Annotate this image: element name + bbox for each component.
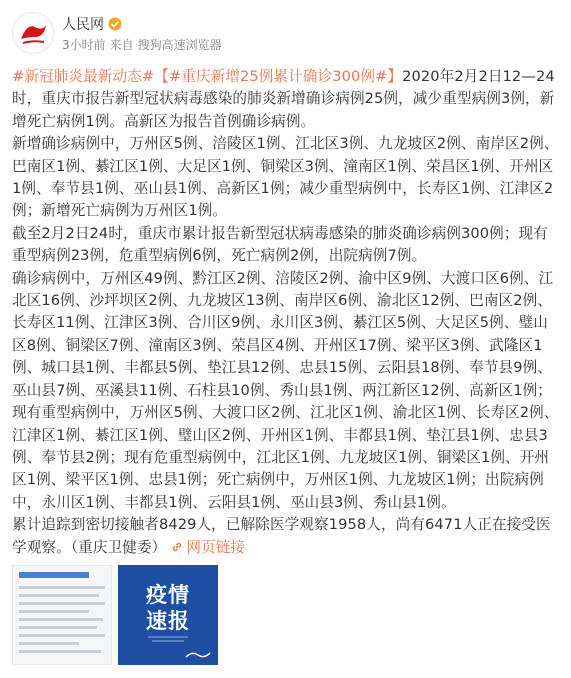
- doc-line: [19, 634, 105, 637]
- source-prefix: 来自: [109, 38, 134, 52]
- topic-tag-1[interactable]: #新冠肺炎最新动态#: [12, 68, 155, 85]
- post-header: [12, 10, 552, 58]
- web-link[interactable]: 网页链接: [186, 538, 246, 556]
- paragraph-3: 截至2月2日24时，重庆市累计报告新型冠状病毒感染的肺炎确诊病例300例；现有重型病例23例，危重型病例6例，死亡病例2例，出院病例7例。: [12, 224, 548, 265]
- link-icon[interactable]: [170, 540, 184, 554]
- doc-line: [19, 594, 99, 597]
- doc-line: [19, 602, 105, 605]
- image-thumbnail-1[interactable]: [12, 565, 112, 665]
- post-text: [12, 66, 560, 559]
- post-time[interactable]: 3小时前: [62, 38, 106, 52]
- doc-line: [19, 618, 103, 621]
- paragraph-2: 新增确诊病例中，万州区5例、涪陵区1例、江北区3例、九龙坡区2例、南岸区2例、巴南区1例、綦江区1例、大足区1例、铜梁区3例、潼南区1例、荣昌区1例、开州区1例、奉节县1例、巫山县1例、高新区1例；减少重型病例中，长寿区1例、江津区2例；新增死亡病例为万州区1例。: [12, 135, 559, 220]
- doc-line: [19, 610, 89, 613]
- banner-decoration-icon: [118, 565, 218, 665]
- paragraph-1: [12, 66, 560, 133]
- paragraph-4: 确诊病例中，万州区49例、黔江区2例、涪陵区2例、渝中区9例、大渡口区6例、江北区16例、沙坪坝区2例、九龙坡区13例、南岸区6例、渝北区12例、巴南区2例、长寿区11例、江津区3例、合川区9例、永川区3例、綦江区5例、大足区5例、璧山区8例、铜梁区7例、潼南区3例、荣昌区4例、开州区17例、梁平区3例、武隆区1例、城口县1例、丰都县5例、垫江县12例、忠县15例、云阳县18例、奉节县9例、巫山县7例、巫溪县11例、石柱县10例、秀山县1例、两江新区12例、高新区1例；现有重型病例中，万州区5例、大渡口区2例、江北区1例、渝北区1例、长寿区2例、江津区1例、綦江区1例、璧山区2例、开州区1例、丰都县1例、垫江县1例、忠县3例、奉节县2例；现有危重型病例中，江北区1例、九龙坡区1例、铜梁区1例、开州区1例、梁平区1例、忠县1例；死亡病例中，万州区1例、九龙坡区1例；出院病例中，永川区1例、丰都县1例、云阳县1例、巫山县3例、秀山县1例。: [12, 269, 559, 511]
- post-meta: [62, 36, 226, 53]
- renminwang-logo-icon: [13, 13, 53, 53]
- author-line: [62, 14, 122, 34]
- topic-tag-2[interactable]: 【#重庆新增25例累计确诊300例#】: [154, 68, 403, 85]
- document-screenshot-thumbnail-icon: [19, 572, 89, 578]
- doc-line: [19, 650, 101, 653]
- author-name[interactable]: 人民网: [62, 17, 104, 33]
- doc-line: [19, 626, 97, 629]
- verified-badge-icon: [108, 17, 122, 31]
- doc-line: [19, 586, 105, 589]
- avatar[interactable]: [12, 12, 54, 54]
- paragraph-5: [12, 514, 560, 559]
- banner-title-2: 速报: [146, 609, 190, 633]
- banner-title-1: 疫情: [146, 583, 190, 607]
- paragraph-5-text: 累计追踪到密切接触者8429人，已解除医学观察1958人，尚有6471人正在接受医学观察。（重庆卫健委）: [12, 516, 551, 556]
- post-source: 搜狗高速浏览器: [137, 38, 222, 52]
- doc-line: [19, 642, 79, 645]
- paragraph-1-text: 2020年2月2日12—24时，重庆市报告新型冠状病毒感染的肺炎新增确诊病例25例，减少重型病例3例，新增死亡病例1例。高新区为报告首例确诊病例。: [12, 68, 555, 130]
- image-thumbnail-2[interactable]: [118, 565, 218, 665]
